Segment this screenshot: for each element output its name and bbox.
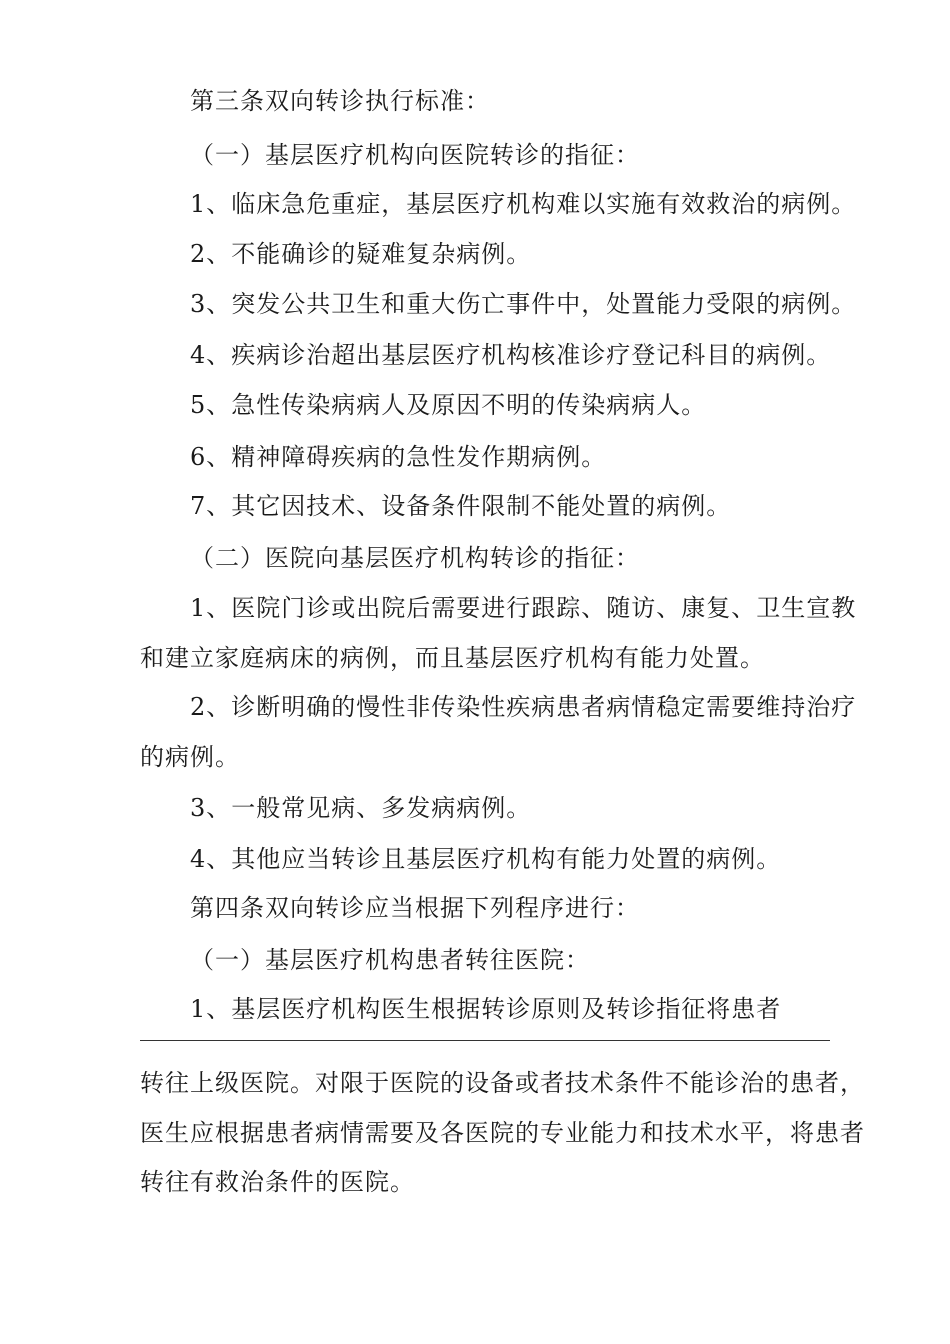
section-2-heading: （二）医院向基层医疗机构转诊的指征： <box>190 544 640 572</box>
page-break-rule <box>140 1040 830 1041</box>
paragraph-line: 1、医院门诊或出院后需要进行跟踪、随访、康复、卫生宣教 <box>190 594 857 622</box>
paragraph-line: 1、临床急危重症，基层医疗机构难以实施有效救治的病例。 <box>190 190 857 218</box>
paragraph-line: 3、一般常见病、多发病病例。 <box>190 794 532 822</box>
continuation-line: 转往上级医院。对限于医院的设备或者技术条件不能诊治的患者， <box>140 1069 865 1097</box>
article-3-heading: 第三条双向转诊执行标准： <box>190 87 490 115</box>
paragraph-line: 5、急性传染病病人及原因不明的传染病病人。 <box>190 391 707 419</box>
paragraph-line: 6、精神障碍疾病的急性发作期病例。 <box>190 443 607 471</box>
paragraph-line: 2、不能确诊的疑难复杂病例。 <box>190 240 532 268</box>
paragraph-line: 1、基层医疗机构医生根据转诊原则及转诊指征将患者 <box>190 995 782 1023</box>
paragraph-line: 4、其他应当转诊且基层医疗机构有能力处置的病例。 <box>190 845 782 873</box>
paragraph-line: 的病例。 <box>140 743 240 771</box>
section-1-heading: （一）基层医疗机构向医院转诊的指征： <box>190 141 640 169</box>
paragraph-line: 7、其它因技术、设备条件限制不能处置的病例。 <box>190 492 732 520</box>
article-4-heading: 第四条双向转诊应当根据下列程序进行： <box>190 894 640 922</box>
paragraph-line: 和建立家庭病床的病例，而且基层医疗机构有能力处置。 <box>140 644 765 672</box>
paragraph-line: 2、诊断明确的慢性非传染性疾病患者病情稳定需要维持治疗 <box>190 693 857 721</box>
paragraph-line: 4、疾病诊治超出基层医疗机构核准诊疗登记科目的病例。 <box>190 341 832 369</box>
continuation-line: 医生应根据患者病情需要及各医院的专业能力和技术水平，将患者 <box>140 1119 865 1147</box>
section-heading: （一）基层医疗机构患者转往医院： <box>190 946 590 974</box>
continuation-line: 转往有救治条件的医院。 <box>140 1168 415 1196</box>
paragraph-line: 3、突发公共卫生和重大伤亡事件中，处置能力受限的病例。 <box>190 290 857 318</box>
